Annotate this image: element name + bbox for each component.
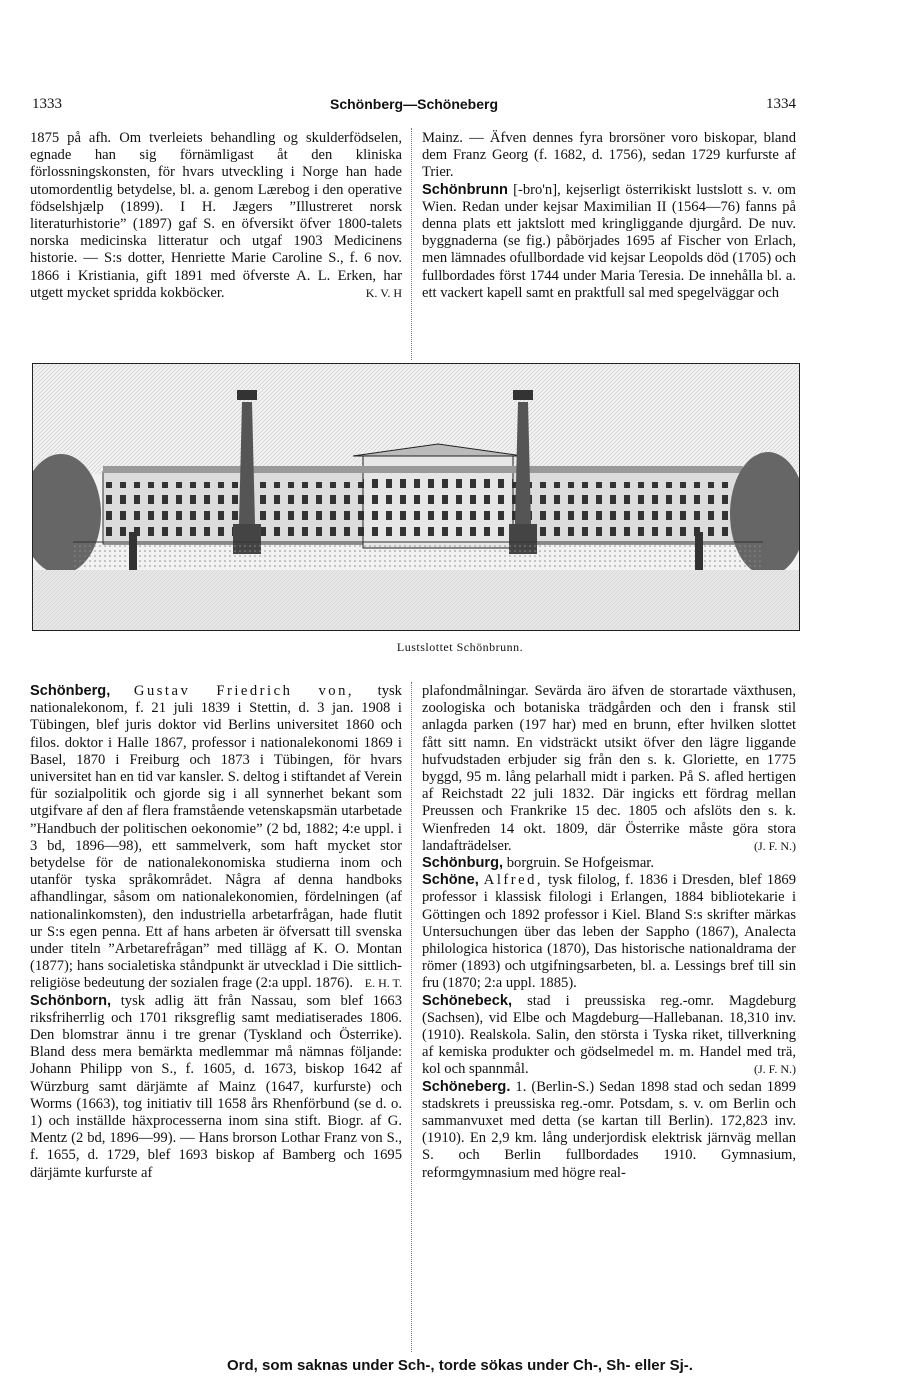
entry-text: tysk filolog, f. 1836 i Dresden, blef 1869 professor i klassisk filologi i Erlangen, 1884 bibliotekarie i Göttingen och 1892 professor i Kiel. Bland S:s skrifter märkas Untersuchungen über das leben der Sappho (1867), Analecta philologica historica (1870), Das historische nationaldrama der römer (1893) och utgifningsarbeten, bl. a. Lessings bref till sin fru (1870; 2:a uppl. 1885). bbox=[422, 872, 796, 992]
column-left-bottom bbox=[30, 683, 402, 1182]
left-page-number: 1333 bbox=[32, 96, 62, 112]
paragraph-text: 1875 på afh. Om tverleiets behandling og skulderfödselen, egnade han sig förnämligast åt den kliniska förlossningskonsten, för hvars utveckling i Norge han hade utomordentlig betydelse, bl. a. genom Lærebog i den operative födselshjælp (1899). I H. Jægers ”Illustreret norsk literaturhistorie” (1897) gaf S. en öfversikt öfver 1800-talets norska medicinska litteratur och utgaf 1903 Medicinens historie. — S:s dotter, Henriette Marie Caroline S., f. 6 nov. 1866 i Kristiania, gift 1891 med öfverste A. L. Erken, har utgett mycket spridda kokböcker. bbox=[30, 130, 402, 301]
illustration-caption: Lustslottet Schönbrunn. bbox=[396, 640, 524, 654]
column-right-top bbox=[422, 130, 796, 302]
entry-schonebeck bbox=[422, 993, 796, 1079]
headword: Schönberg, bbox=[30, 683, 111, 699]
headword: Schönbrunn bbox=[422, 181, 508, 198]
headword: Schöneberg. bbox=[422, 1078, 511, 1095]
entry-continuation bbox=[30, 130, 402, 302]
author-signature: K. V. H bbox=[365, 285, 402, 300]
entry-text: tysk adlig ätt från Nassau, som blef 1663 riksfriherrlig och 1701 riksgreflig samt mediatiserades 1806. Den blomstrar ännu i tre grenar (Tyskland och Österrike). Bland dess mera bemärkta medlemmar må nämnas följande: Johann Philipp von S., f. 1605, d. 1673, biskop 1642 af Würzburg samt därjämte af Mainz (1647, kurfurste) och Worms (1663), tog initiativ till 1658 års Rhenförbund (se d. o. 1) och inställde häxprocesserna inom sina stift. Biogr. af G. Mentz (2 bd, 1896—99). — Hans brorson Lothar Franz von S., f. 1655, d. 1729, blef 1693 biskop af Bamberg och 1695 därjämte kurfurste af bbox=[30, 992, 402, 1181]
entry-continuation bbox=[422, 683, 796, 855]
page-header bbox=[32, 96, 796, 118]
headword: Schöne, bbox=[422, 872, 479, 889]
person-name: Gustav Friedrich von, bbox=[133, 683, 355, 699]
illustration-schonbrunn bbox=[32, 363, 800, 631]
person-name: Alfred, bbox=[483, 872, 544, 889]
entry-text: borgruin. Se Hofgeismar. bbox=[506, 855, 655, 872]
entry-schonbrunn bbox=[422, 182, 796, 302]
author-signature: (J. F. N.) bbox=[753, 1062, 796, 1077]
entry-schonberg bbox=[30, 683, 402, 993]
column-right-bottom bbox=[422, 683, 796, 1182]
entry-schonborn bbox=[30, 993, 402, 1182]
column-left-top bbox=[30, 130, 402, 302]
page-footer-note: Ord, som saknas under Sch-, torde sökas under Ch-, Sh- eller Sj-. bbox=[227, 1357, 693, 1374]
entry-schonburg bbox=[422, 855, 796, 872]
column-divider-top bbox=[411, 128, 412, 360]
right-page-number: 1334 bbox=[766, 96, 796, 112]
column-divider-bottom bbox=[411, 682, 412, 1352]
author-signature: (J. F. N.) bbox=[753, 838, 796, 853]
entry-text: tysk nationalekonom, f. 21 juli 1839 i Stettin, d. 3 jan. 1908 i Tübingen, blef juris doktor vid Berlins universitet 1860 och filos. doktor i Halle 1867, professor i nationalekonomi 1869 i Basel, 1870 i Freiburg och 1873 i Tübingen, för hvars universitet han en tid var kansler. S. deltog i stiftandet af Verein für sozialpolitik och gjorde sig i all synnerhet bekant som utgifvare af den af flera framstående vetenskapsmän utarbetade ”Handbuch der politischen oekonomie” (2 bd, 1882; 4:e uppl. i 3 bd, 1896—98), ett sammelverk, som haft mycket stor betydelse för de nationalekonomiska studierna inom och utanför tyska språkområdet. Några af denna handboks afhandlingar, såsom om nationalekonomien, fördelningen (af nationalinkomsten), den industriella arbetarfrågan, hade flutit ur S:s egen penna. Ett af hans arbeten är öfversatt till svenska under titeln ”Arbetarefrågan” med tillägg af K. O. Montan (1877); hans socialetiska ståndpunkt är utvecklad i Die sittlich-religiöse bedeutung der sozialen frage (2:a uppl. 1876). bbox=[30, 683, 402, 992]
entry-text: 1. (Berlin-S.) Sedan 1898 stad och sedan 1899 stadskrets i preussiska reg.-omr. Potsdam, s. v. om Berlin och sammanvuxet med detta (se kartan till Berlin). 172,823 inv. (1910). En 2,9 km. lång underjordisk elektrisk järnväg mellan S. och Berlin fullbordades 1910. Gymnasium, reformgymnasium med högre real- bbox=[422, 1078, 796, 1181]
entry-text: stad i preussiska reg.-omr. Magdeburg (Sachsen), vid Elbe och Magdeburg—Hallebanan. 18,310 inv. (1910). Realskola. Salin, den största i Tyska riket, tillverkning af kemiska produkter och gödselmedel m. m. Handel med trä, kol och spannmål. bbox=[422, 992, 796, 1078]
paragraph-text: plafondmålningar. Sevärda äro äfven de storartade växthusen, zoologiska och botaniska trädgården och den i fransk stil anlagda parken (197 har) med en brunn, efter hvilken slottet fått sitt namn. En vidsträckt utsikt öfver den lägre liggande hufvudstaden erbjuder sig från den s. k. Gloriette, en 1775 byggd, 95 m. lång pelarhall midt i parken. På S. afled hertigen af Reichstadt 22 juli 1832. Där ingicks ett fördrag mellan Preussen och Frankrike 15 dec. 1805 och afslöts den s. k. Wienfreden 14 okt. 1809, där Österrike måste göra stora landafträdelser. bbox=[422, 683, 796, 854]
entry-schone bbox=[422, 872, 796, 992]
entry-schoneberg bbox=[422, 1079, 796, 1182]
headword: Schönebeck, bbox=[422, 992, 513, 1009]
entry-text: [-bro'n], kejserligt österrikiskt lustslott s. v. om Wien. Redan under kejsar Maximilian II (1564—76) fanns på denna plats ett jaktslott med kringliggande djurgård. De nuv. byggnaderna (se fig.) påbörjades 1695 af Fischer von Erlach, men lämnades ofullbordade vid kejsar Leopolds död (1705) och fullbordades först 1744 under Maria Teresia. De innehålla bl. a. ett vackert kapell samt en praktfull sal med spegelväggar och bbox=[422, 181, 796, 301]
palace-engraving bbox=[33, 364, 799, 630]
headword: Schönborn, bbox=[30, 992, 112, 1009]
running-title: Schönberg—Schöneberg bbox=[329, 96, 499, 112]
author-signature: E. H. T. bbox=[364, 976, 402, 991]
headword: Schönburg, bbox=[422, 855, 504, 872]
entry-continuation: Mainz. — Äfven dennes fyra brorsöner voro biskopar, bland dem Franz Georg (f. 1682, d. 1756), sedan 1729 kurfurste af Trier. bbox=[422, 130, 796, 181]
